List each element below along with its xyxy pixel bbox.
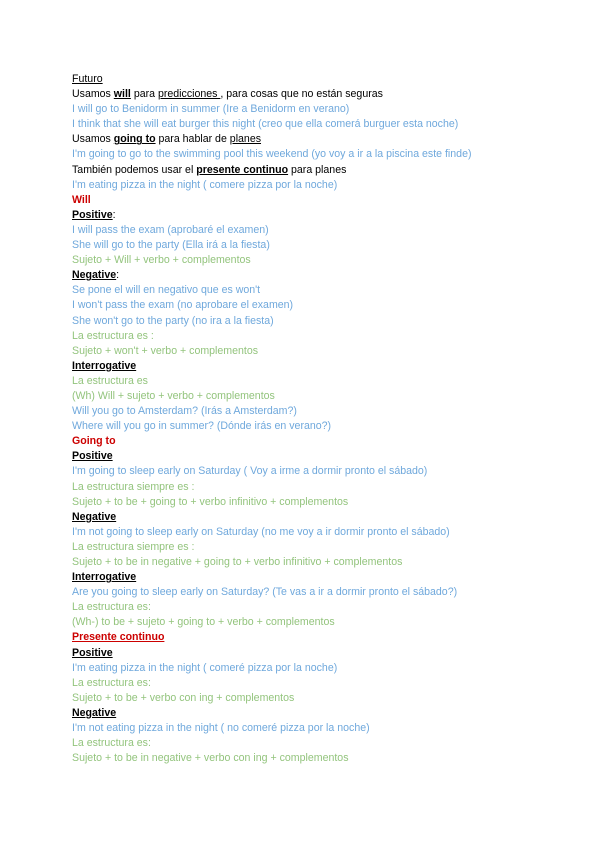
text: para hablar de [155,133,230,146]
example-line: Will you go to Amsterdam? (Irás a Amsterdam?) [72,405,297,418]
text: Usamos [72,88,114,101]
example-line: I'm going to go to the swimming pool this weekend (yo voy a ir a la piscina este finde) [72,148,472,161]
intro-will-line [72,87,572,102]
subheading-negative: Negative [72,510,117,523]
example-line: I will go to Benidorm in summer (Ire a Benidorm en verano) [72,103,350,116]
keyword-going-to: going to [113,133,156,146]
example-line: I'm not eating pizza in the night ( no comeré pizza por la noche) [72,722,370,735]
structure-label: La estructura es: [72,676,151,689]
note-line: Se pone el will en negativo que es won't [72,284,261,297]
text: para planes [288,163,347,176]
text: para [130,88,158,101]
structure-label: La estructura es : [72,329,154,342]
colon: : [116,269,120,282]
subheading-interrogative: Interrogative [72,571,137,584]
structure-line: Sujeto + to be in negative + going to + verbo infinitivo + complementos [72,556,403,568]
colon: : [112,208,116,221]
structure-label: La estructura es: [72,601,151,614]
structure-line: Sujeto + to be + verbo con ing + complementos [72,691,295,704]
section-title-will: Will [72,193,91,206]
section-title-going-to: Going to [72,435,116,448]
example-line: She will go to the party (Ella irá a la fiesta) [72,239,270,252]
subheading-interrogative: Interrogative [72,359,137,372]
example-line: I'm eating pizza in the night ( comeré pizza por la noche) [72,661,338,674]
structure-line: (Wh-) to be + sujeto + going to + verbo + complementos [72,616,335,629]
subheading-positive: Positive [72,646,113,659]
label: Negative [72,269,117,282]
label: Positive [72,208,113,221]
structure-line: Sujeto + Will + verbo + complementos [72,254,251,267]
section-title-presente-continuo: Presente continuo [72,631,165,644]
keyword-presente-continuo: presente continuo [196,163,289,176]
structure-line: Sujeto + to be in negative + verbo con ing + complementos [72,752,349,765]
text: Usamos [72,133,114,146]
keyword-predicciones: predicciones [157,88,221,101]
text: , para cosas que no están seguras [220,88,383,101]
example-line: I'm eating pizza in the night ( comere pizza por la noche) [72,178,338,191]
keyword-planes: planes [229,133,262,146]
example-line: I'm not going to sleep early on Saturday (no me voy a ir dormir pronto el sábado) [72,525,450,538]
example-line: Are you going to sleep early on Saturday? (Te vas a ir a dormir pronto el sábado?) [72,586,458,599]
structure-label: La estructura siempre es : [72,480,195,493]
structure-line: Sujeto + won't + verbo + complementos [72,344,259,357]
structure-label: La estructura es [72,374,148,387]
structure-label: La estructura es: [72,737,151,750]
subheading-positive: Positive [72,450,113,463]
structure-line: Sujeto + to be + going to + verbo infinitivo + complementos [72,495,349,508]
intro-pc-line [72,163,572,178]
example-line: She won't go to the party (no ira a la fiesta) [72,314,274,327]
subheading-negative [72,268,572,283]
example-line: I won't pass the exam (no aprobare el examen) [72,299,294,312]
structure-label: La estructura siempre es : [72,540,195,553]
intro-going-line [72,132,572,147]
structure-line: (Wh) Will + sujeto + verbo + complementos [72,389,275,402]
doc-title: Futuro [72,73,103,85]
subheading-positive [72,208,572,223]
example-line: I think that she will eat burger this night (creo que ella comerá burguer esta noche) [72,118,459,131]
subheading-negative: Negative [72,706,117,719]
example-line: I will pass the exam (aprobaré el examen) [72,223,269,236]
keyword-will: will [113,88,131,101]
example-line: I'm going to sleep early on Saturday ( Voy a irme a dormir pronto el sábado) [72,465,428,478]
example-line: Where will you go in summer? (Dónde irás en verano?) [72,420,332,433]
document-page [72,72,572,766]
text: También podemos usar el [72,163,197,176]
